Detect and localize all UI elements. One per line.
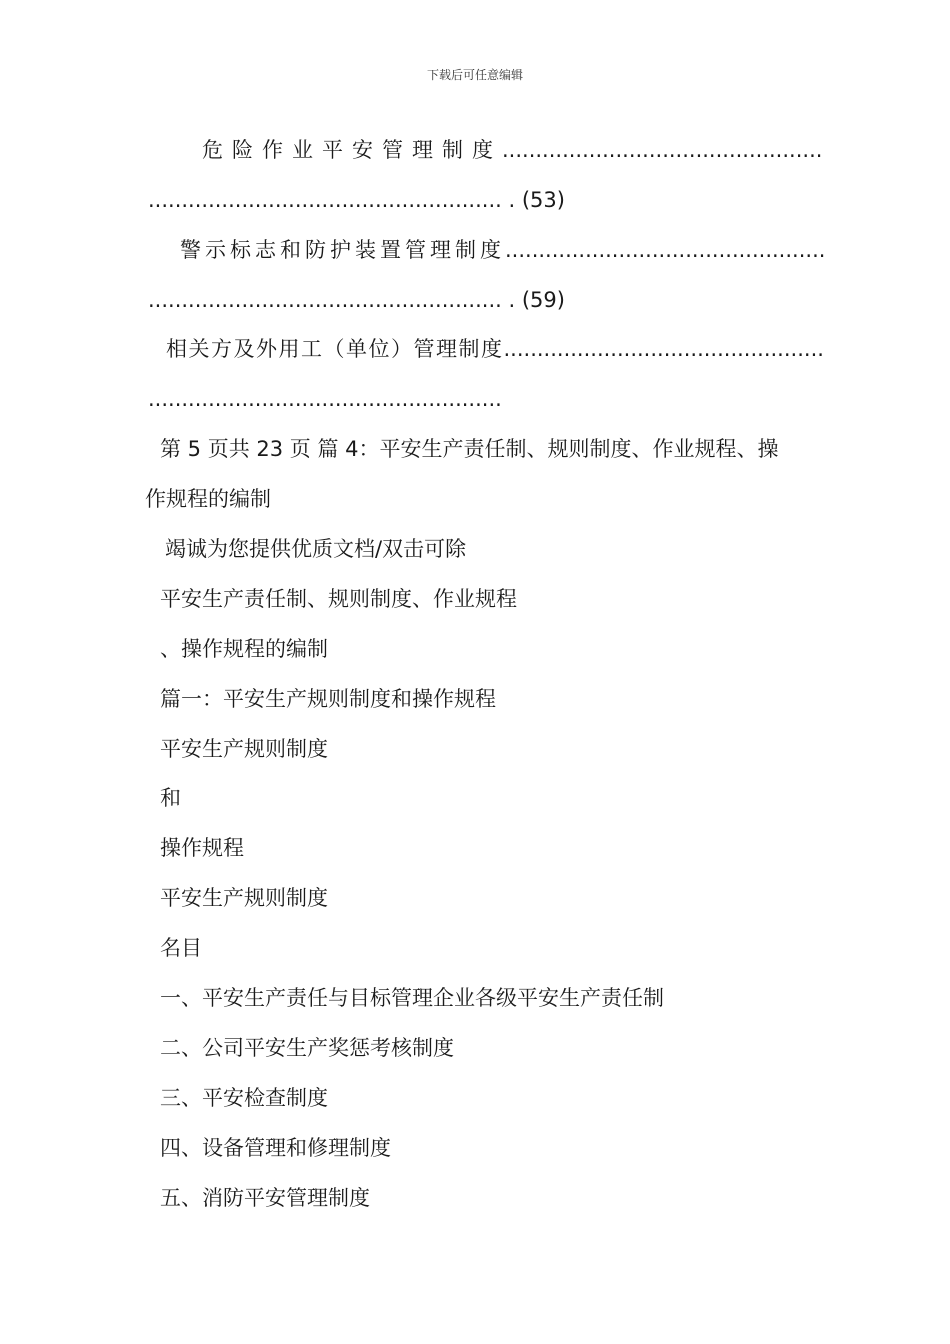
toc-leader-page: ..................................................... . (53) xyxy=(148,188,565,212)
section-heading: 篇一：平安生产规则制度和操作规程 xyxy=(160,687,496,711)
contents-heading: 名目 xyxy=(160,936,202,960)
contents-item: 五、消防平安管理制度 xyxy=(160,1186,370,1210)
subheading: 操作规程 xyxy=(160,836,244,860)
contents-item: 一、平安生产责任与目标管理企业各级平安生产责任制 xyxy=(160,986,664,1010)
toc-entry-line xyxy=(180,235,826,265)
toc-page-line xyxy=(148,285,808,315)
page-marker-line-continued: 作规程的编制 xyxy=(145,487,271,511)
toc-title: 相关方及外用工（单位）管理制度 xyxy=(166,337,504,361)
toc-leader-end: ..................................................... xyxy=(148,387,502,411)
toc-leader: ................................................ xyxy=(505,238,826,262)
document-title: 平安生产责任制、规则制度、作业规程 xyxy=(160,587,517,611)
promo-line: 竭诚为您提供优质文档/双击可除 xyxy=(165,537,467,561)
toc-page-line xyxy=(148,185,808,215)
toc-entry-line xyxy=(166,334,824,364)
document-title-continued: 、操作规程的编制 xyxy=(160,637,328,661)
subheading: 平安生产规则制度 xyxy=(160,886,328,910)
toc-leader: ................................................ xyxy=(503,337,824,361)
toc-leader-page: ..................................................... . (59) xyxy=(148,288,565,312)
contents-item: 三、平安检查制度 xyxy=(160,1086,328,1110)
toc-page-line xyxy=(148,384,502,414)
page-header: 下载后可任意编辑 xyxy=(426,68,523,82)
toc-entry-line xyxy=(202,135,823,165)
subheading: 和 xyxy=(160,786,181,810)
subheading: 平安生产规则制度 xyxy=(160,737,328,761)
toc-title: 危险作业平安管理制度 xyxy=(202,138,502,162)
toc-leader: ................................................ xyxy=(502,138,823,162)
page-marker-line: 第 5 页共 23 页 篇 4：平安生产责任制、规则制度、作业规程、操 xyxy=(160,437,779,461)
toc-title: 警示标志和防护装置管理制度 xyxy=(180,238,505,262)
contents-item: 四、设备管理和修理制度 xyxy=(160,1136,391,1160)
contents-item: 二、公司平安生产奖惩考核制度 xyxy=(160,1036,454,1060)
